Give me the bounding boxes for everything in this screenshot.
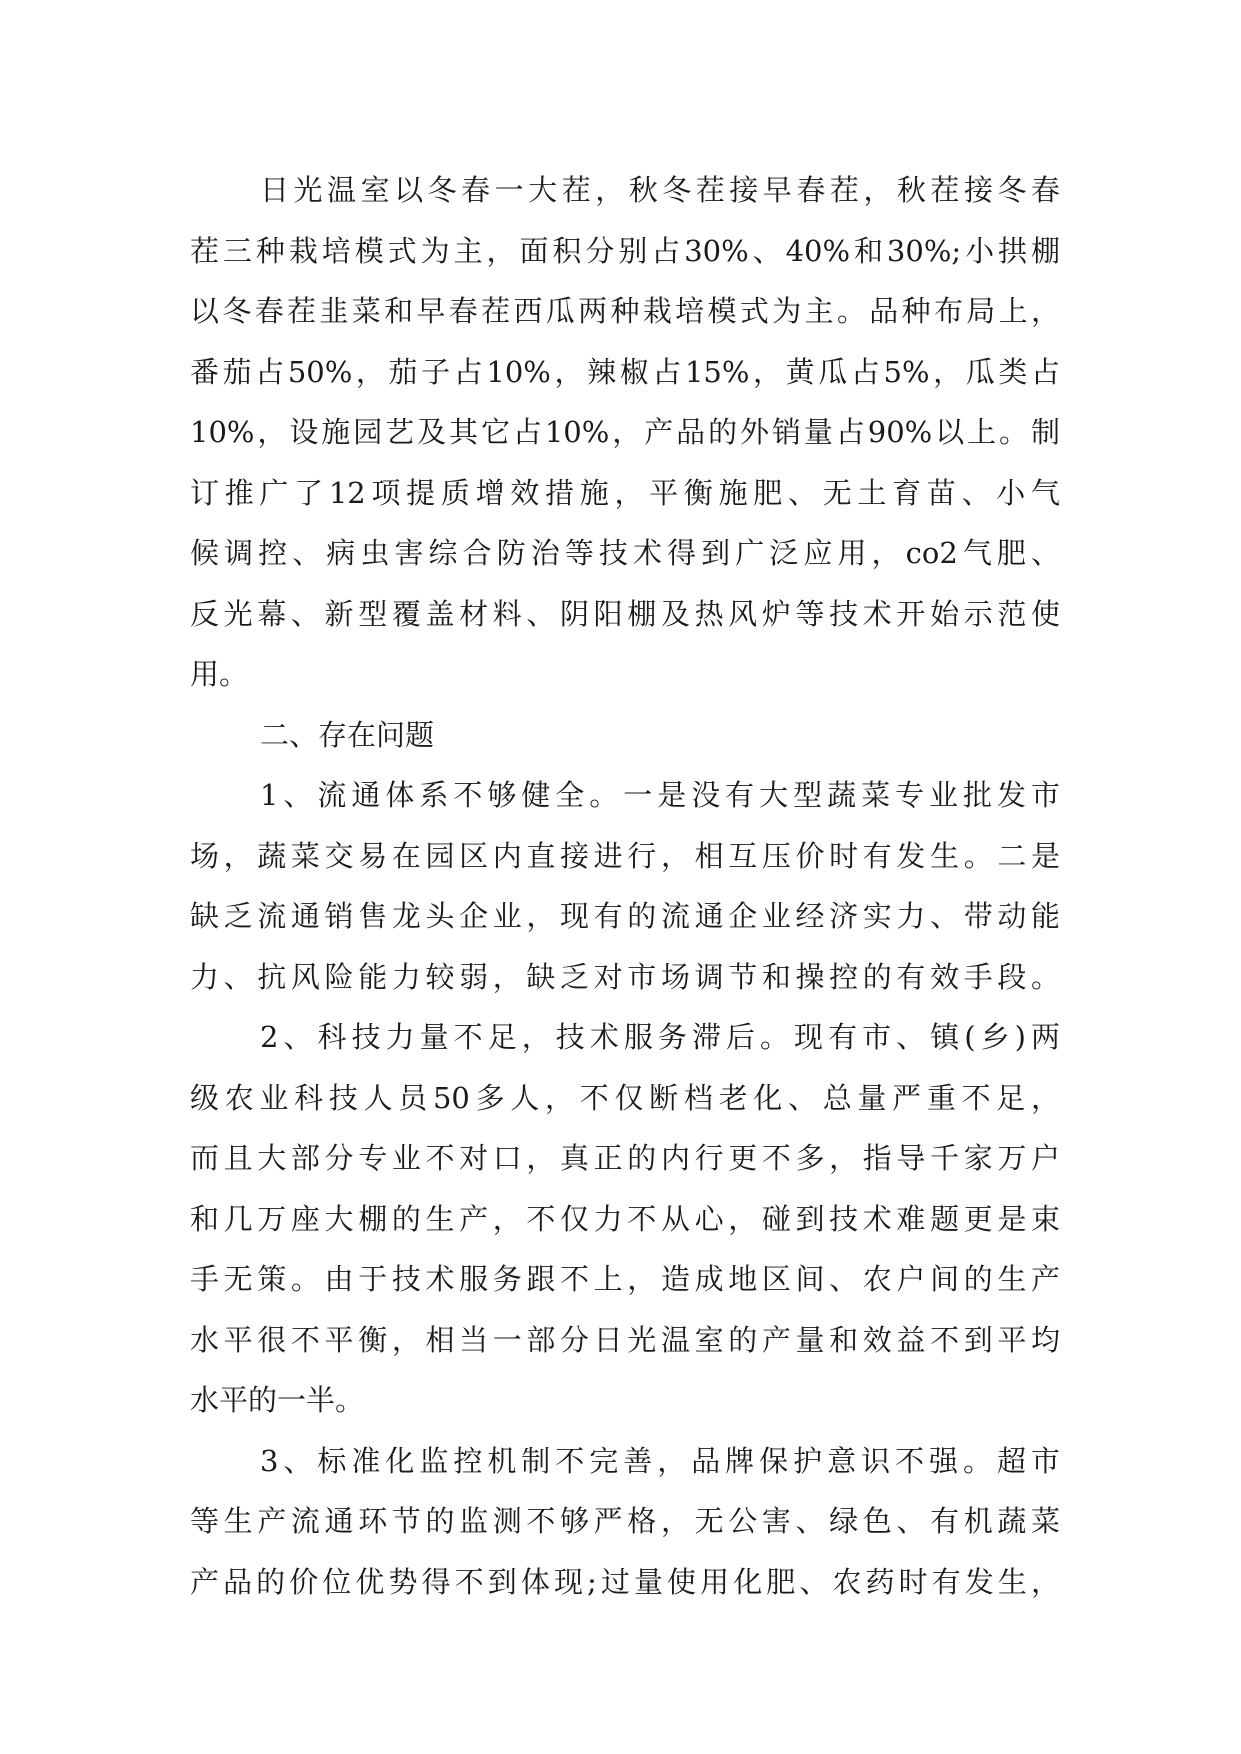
paragraph-line: 10%，设施园艺及其它占10%，产品的外销量占90%以上。制: [190, 415, 1060, 449]
paragraph-line: 级农业科技人员50多人，不仅断档老化、总量严重不足，: [190, 1080, 1060, 1115]
paragraph-line: 水平很不平衡，相当一部分日光温室的产量和效益不到平均: [190, 1322, 1060, 1357]
paragraph-line: 水平的一半。: [190, 1383, 365, 1417]
paragraph-line: 场，蔬菜交易在园区内直接进行，相互压价时有发生。二是: [190, 838, 1060, 873]
document-body: [190, 160, 1060, 1612]
paragraph-line: 3、标准化监控机制不完善，品牌保护意识不强。超市: [260, 1443, 1060, 1478]
paragraph-line: 1、流通体系不够健全。一是没有大型蔬菜专业批发市: [260, 778, 1060, 812]
paragraph-line: 缺乏流通销售龙头企业，现有的流通企业经济实力、带动能: [190, 899, 1060, 933]
paragraph-line: 2、科技力量不足，技术服务滞后。现有市、镇(乡)两: [260, 1020, 1060, 1054]
paragraph-line: 而且大部分专业不对口，真正的内行更不多，指导千家万户: [190, 1141, 1060, 1175]
paragraph-line: 番茄占50%，茄子占10%，辣椒占15%，黄瓜占5%，瓜类占: [190, 354, 1060, 389]
paragraph-line: 等生产流通环节的监测不够严格，无公害、绿色、有机蔬菜: [190, 1504, 1060, 1538]
paragraph-line: 和几万座大棚的生产，不仅力不从心，碰到技术难题更是束: [190, 1201, 1060, 1236]
paragraph-line: 候调控、病虫害综合防治等技术得到广泛应用，co2气肥、: [190, 536, 1060, 570]
paragraph-line: 茬三种栽培模式为主，面积分别占30%、40%和30%;小拱棚: [190, 233, 1060, 268]
paragraph-line: 以冬春茬韭菜和早春茬西瓜两种栽培模式为主。品种布局上，: [190, 294, 1060, 328]
section-heading: 二、存在问题: [260, 717, 435, 752]
paragraph-line: 订推广了12项提质增效措施，平衡施肥、无土育苗、小气: [190, 475, 1060, 510]
paragraph-line: 手无策。由于技术服务跟不上，造成地区间、农户间的生产: [190, 1262, 1060, 1296]
paragraph-line: 反光幕、新型覆盖材料、阴阳棚及热风炉等技术开始示范使: [190, 596, 1060, 631]
paragraph-line: 力、抗风险能力较弱，缺乏对市场调节和操控的有效手段。: [190, 959, 1060, 994]
paragraph-line: 日光温室以冬春一大茬，秋冬茬接早春茬，秋茬接冬春: [260, 173, 1060, 207]
paragraph-line: 用。: [190, 657, 249, 691]
paragraph-line: 产品的价位优势得不到体现;过量使用化肥、农药时有发生，: [190, 1564, 1060, 1599]
